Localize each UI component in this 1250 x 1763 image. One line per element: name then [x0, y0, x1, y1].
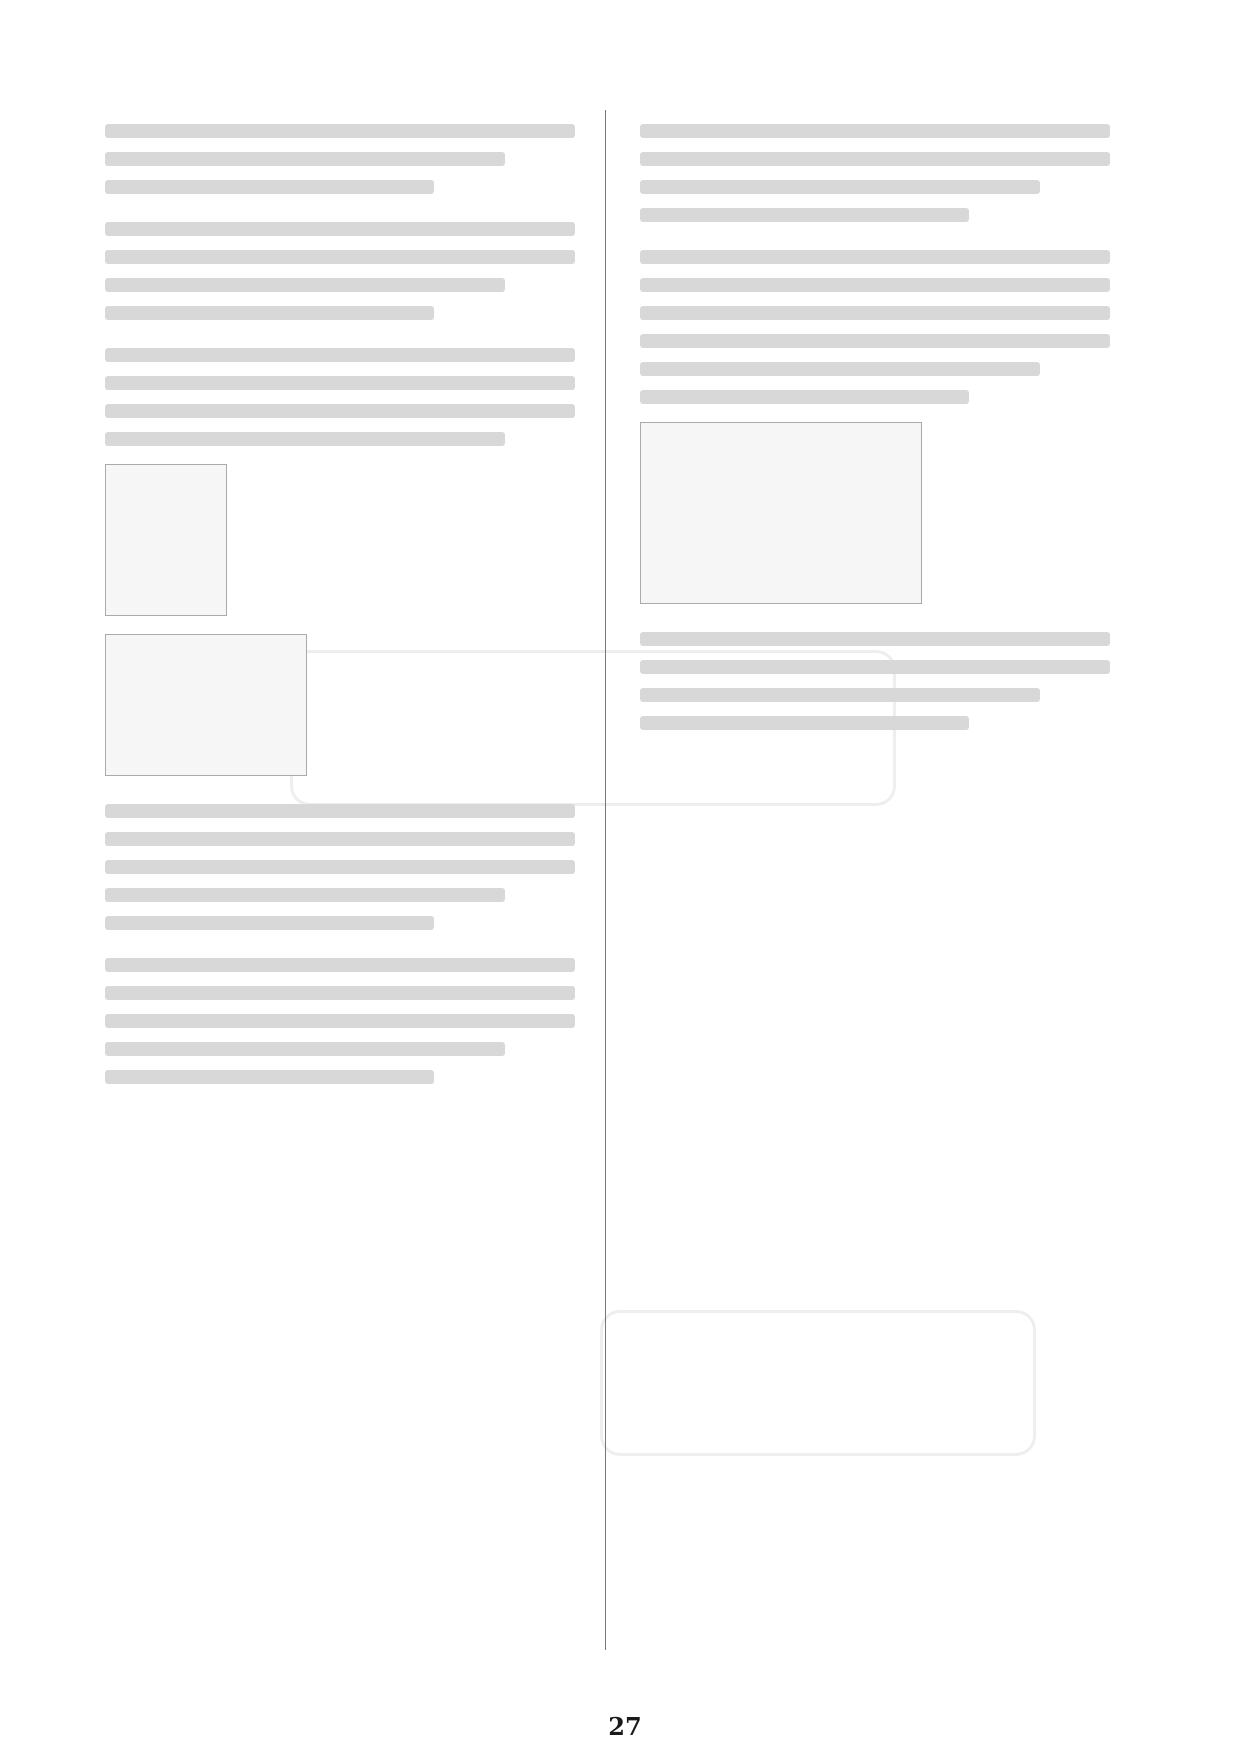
answer-block: [640, 124, 1110, 222]
answer-block: [105, 804, 575, 930]
right-column: [640, 110, 1110, 758]
column-divider: [605, 110, 606, 1650]
watermark: [600, 1310, 1036, 1456]
page-number: 27: [608, 1712, 642, 1741]
figure: [105, 464, 227, 616]
left-column: [105, 110, 575, 1112]
figure: [640, 422, 922, 604]
answer-block: [105, 222, 575, 320]
answer-block: [105, 124, 575, 194]
answer-block: [105, 348, 575, 776]
answer-block: [640, 632, 1110, 730]
answer-block: [105, 958, 575, 1084]
answer-block: [640, 250, 1110, 604]
figure: [105, 634, 307, 776]
